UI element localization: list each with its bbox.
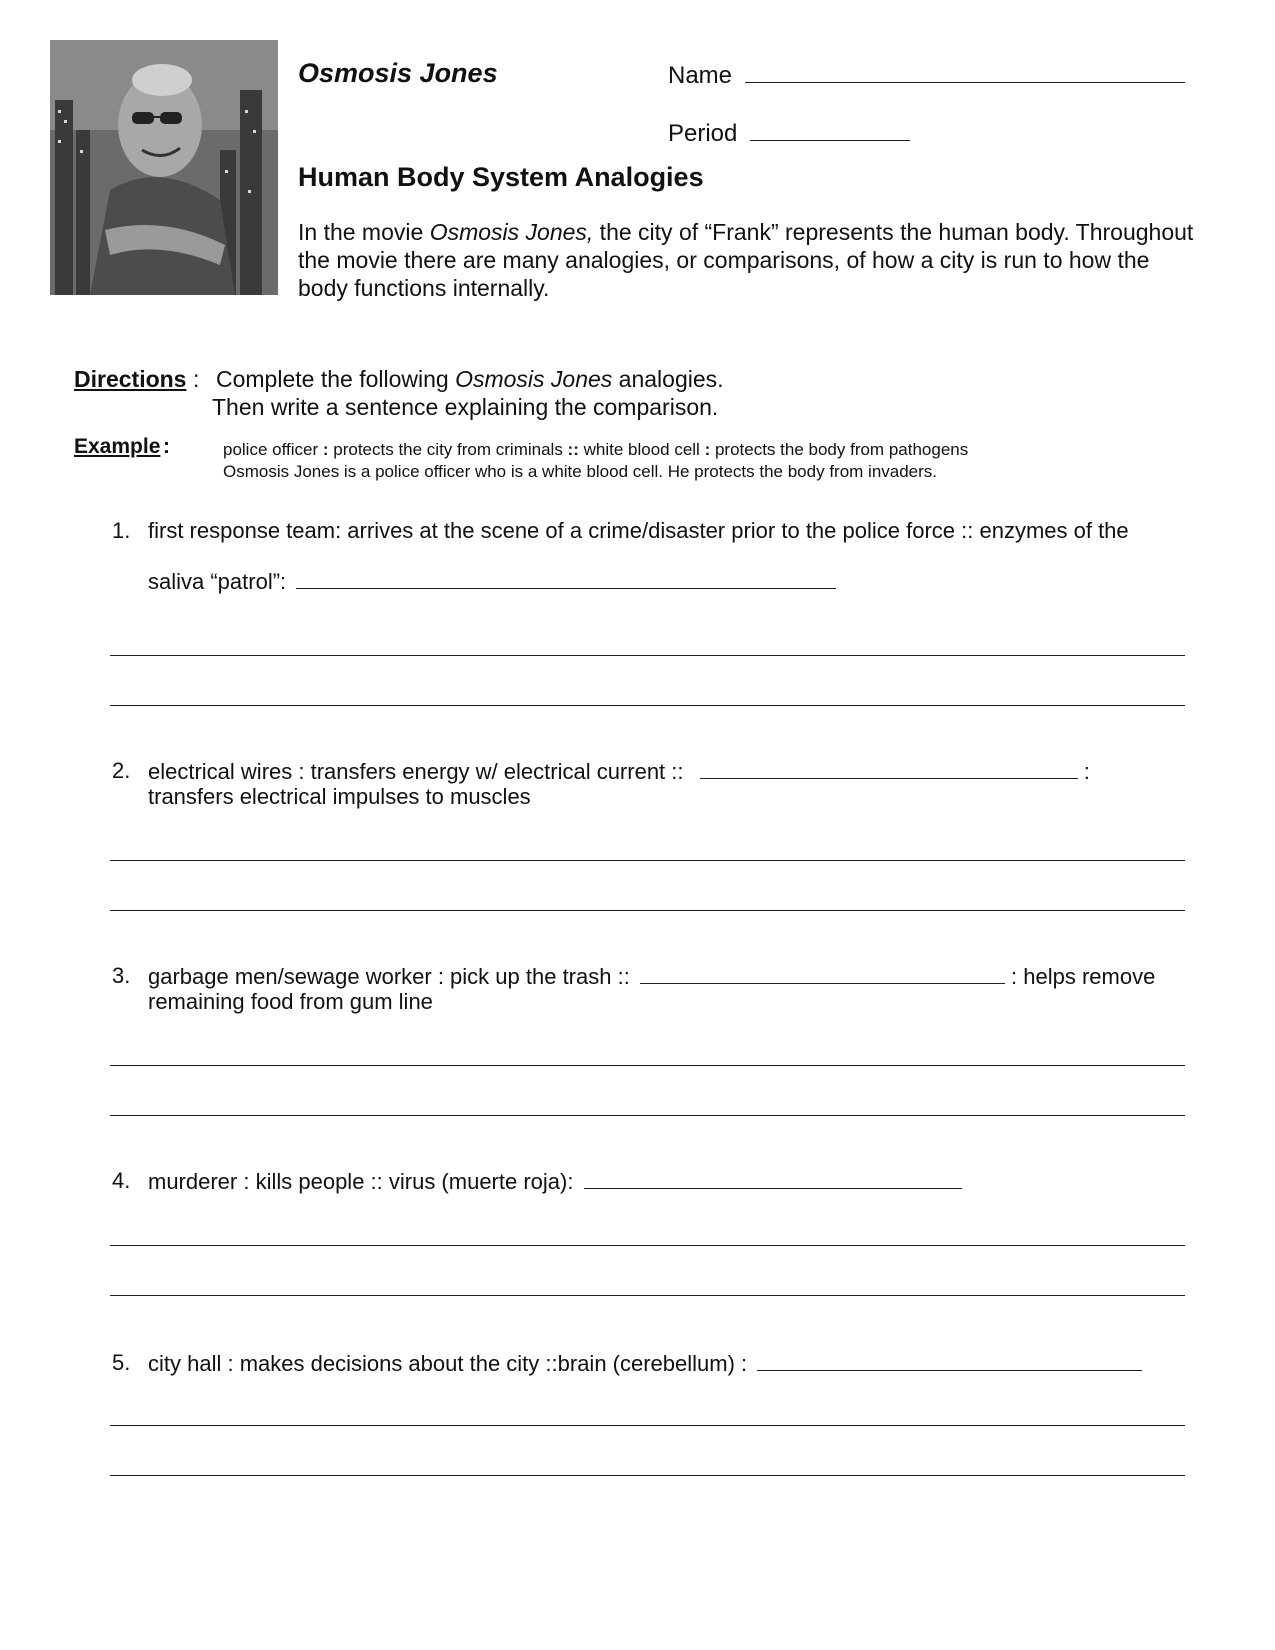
question-2-line-1: [148, 758, 1188, 785]
example-sep: :: [322, 440, 329, 459]
answer-line[interactable]: [110, 655, 1185, 656]
intro-movie-name: Osmosis Jones,: [429, 219, 594, 245]
answer-line[interactable]: [110, 1425, 1185, 1426]
answer-blank[interactable]: [296, 568, 836, 589]
example-term-b: protects the city from criminals: [328, 440, 568, 459]
question-2-prompt: electrical wires : transfers energy w/ electrical current ::: [148, 759, 684, 784]
intro-text-1: In the movie: [298, 219, 430, 245]
osmosis-jones-illustration: [50, 40, 278, 295]
period-label: Period: [668, 120, 738, 147]
directions-line-1: [216, 366, 724, 393]
example-term-d: protects the body from pathogens: [710, 440, 969, 459]
question-number: 1.: [112, 518, 131, 543]
answer-line[interactable]: [110, 705, 1185, 706]
question-1-line-1: first response team: arrives at the scene of a crime/disaster prior to the police force :: enzymes of the: [148, 518, 1129, 543]
period-blank[interactable]: [750, 120, 910, 141]
answer-blank[interactable]: [640, 963, 1005, 984]
answer-line[interactable]: [110, 860, 1185, 861]
example-sep: ::: [567, 440, 579, 459]
directions-line-2: Then write a sentence explaining the comparison.: [212, 394, 719, 420]
question-5-line-1: [148, 1350, 1188, 1377]
question-4-prompt: murderer : kills people :: virus (muerte roja):: [148, 1169, 574, 1194]
intro-paragraph: [298, 218, 1198, 302]
answer-line[interactable]: [110, 1295, 1185, 1296]
answer-blank[interactable]: [757, 1350, 1142, 1371]
directions-text-pre: Complete the following: [216, 366, 456, 392]
directions-text-post: analogies.: [612, 366, 724, 392]
example-colon: :: [163, 435, 170, 458]
name-blank[interactable]: [745, 62, 1185, 83]
name-label: Name: [668, 62, 733, 89]
example-term-c: white blood cell: [578, 440, 705, 459]
question-4-line-1: [148, 1168, 1188, 1195]
question-3-line-2: remaining food from gum line: [148, 989, 433, 1014]
intro-text-2: the city of “Frank” represents the human body. Throughout the movie there are many analogies, or comparisons, of how a city is run to how the body functions internally.: [298, 219, 1194, 301]
directions-label: Directions: [74, 366, 187, 392]
answer-blank[interactable]: [700, 758, 1078, 779]
question-1-prompt: saliva “patrol”:: [148, 569, 287, 594]
question-3-line-1: [148, 963, 1188, 990]
question-3-prompt: garbage men/sewage worker : pick up the trash ::: [148, 964, 630, 989]
character-image: [50, 40, 278, 295]
answer-line[interactable]: [110, 1065, 1185, 1066]
question-5-prompt: city hall : makes decisions about the city ::brain (cerebellum) :: [148, 1351, 748, 1376]
example-explanation: Osmosis Jones is a police officer who is a white blood cell. He protects the body from invaders.: [223, 462, 938, 481]
name-field[interactable]: [668, 62, 1185, 90]
question-number: 2.: [112, 758, 131, 783]
example-analogy: [223, 440, 968, 460]
directions-movie-name: Osmosis Jones: [455, 366, 613, 392]
question-number: 3.: [112, 963, 131, 988]
example-sep: :: [704, 440, 711, 459]
question-number: 5.: [112, 1350, 131, 1375]
question-2-suffix: :: [1077, 759, 1090, 784]
answer-line[interactable]: [110, 1115, 1185, 1116]
answer-line[interactable]: [110, 1475, 1185, 1476]
example-label: Example: [74, 435, 161, 458]
page-title: Human Body System Analogies: [298, 162, 704, 192]
question-number: 4.: [112, 1168, 131, 1193]
question-2-line-2: transfers electrical impulses to muscles: [148, 784, 531, 809]
question-3-suffix: : helps remove: [1004, 964, 1156, 989]
answer-blank[interactable]: [584, 1168, 962, 1189]
directions-colon: :: [193, 366, 200, 392]
answer-line[interactable]: [110, 910, 1185, 911]
movie-title: Osmosis Jones: [298, 58, 498, 88]
period-field[interactable]: [668, 120, 910, 148]
answer-line[interactable]: [110, 1245, 1185, 1246]
question-1-line-2: [148, 568, 1188, 595]
example-term-a: police officer: [223, 440, 323, 459]
